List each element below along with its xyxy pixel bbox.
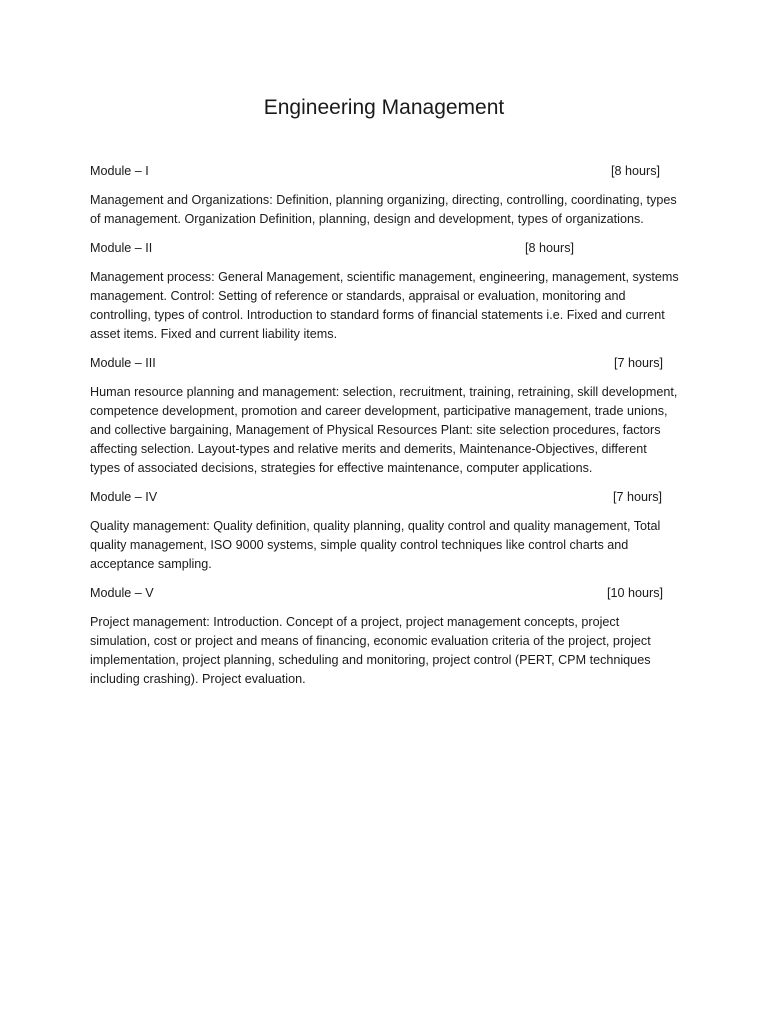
module-1 [90, 162, 680, 229]
module-name: Module – III [90, 356, 156, 370]
module-5 [90, 584, 680, 689]
module-3 [90, 354, 680, 478]
module-header [90, 584, 680, 603]
document-title: Engineering Management [263, 96, 505, 119]
module-header [90, 354, 680, 373]
document-body [90, 162, 680, 699]
module-name: Module – V [90, 586, 154, 600]
module-description: Management and Organizations: Definition, planning organizing, directing, controlling, coordinating, types of management. Organization Definition, planning, design and development, types of organizations. [90, 193, 677, 226]
module-description: Human resource planning and management: selection, recruitment, training, retraining, skill development, competence development, promotion and career development, participative management, trade unions, and collective bargaining, Management of Physical Resources Plant: site selection procedures, factors affecting selection. Layout-types and relative merits and demerits, Maintenance-Objectives, different types of associated decisions, strategies for effective maintenance, computer applications. [90, 385, 678, 475]
module-description: Project management: Introduction. Concept of a project, project management concepts, project simulation, cost or project and means of financing, economic evaluation criteria of the project, project implementation, project planning, scheduling and monitoring, project control (PERT, CPM techniques including crashing). Project evaluation. [90, 615, 651, 686]
module-hours: [8 hours] [610, 164, 660, 178]
module-description: Quality management: Quality definition, quality planning, quality control and quality management, Total quality management, ISO 9000 systems, simple quality control techniques like control charts and acceptance sampling. [90, 519, 661, 571]
module-hours: [7 hours] [612, 490, 662, 504]
module-hours: [8 hours] [525, 241, 575, 255]
module-hours: [10 hours] [606, 586, 663, 600]
module-name: Module – II [90, 241, 153, 255]
module-hours: [7 hours] [613, 356, 663, 370]
module-4 [90, 488, 680, 574]
module-header [90, 162, 680, 181]
module-header [90, 488, 680, 507]
module-description: Management process: General Management, scientific management, engineering, management, systems management. Control: Setting of reference or standards, appraisal or evaluation, monitoring and controlling, types of control. Introduction to standard forms of financial statements i.e. Fixed and current asset items. Fixed and current liability items. [90, 270, 679, 341]
module-header [90, 239, 680, 258]
module-name: Module – I [90, 164, 149, 178]
module-name: Module – IV [90, 490, 158, 504]
module-2 [90, 239, 680, 344]
